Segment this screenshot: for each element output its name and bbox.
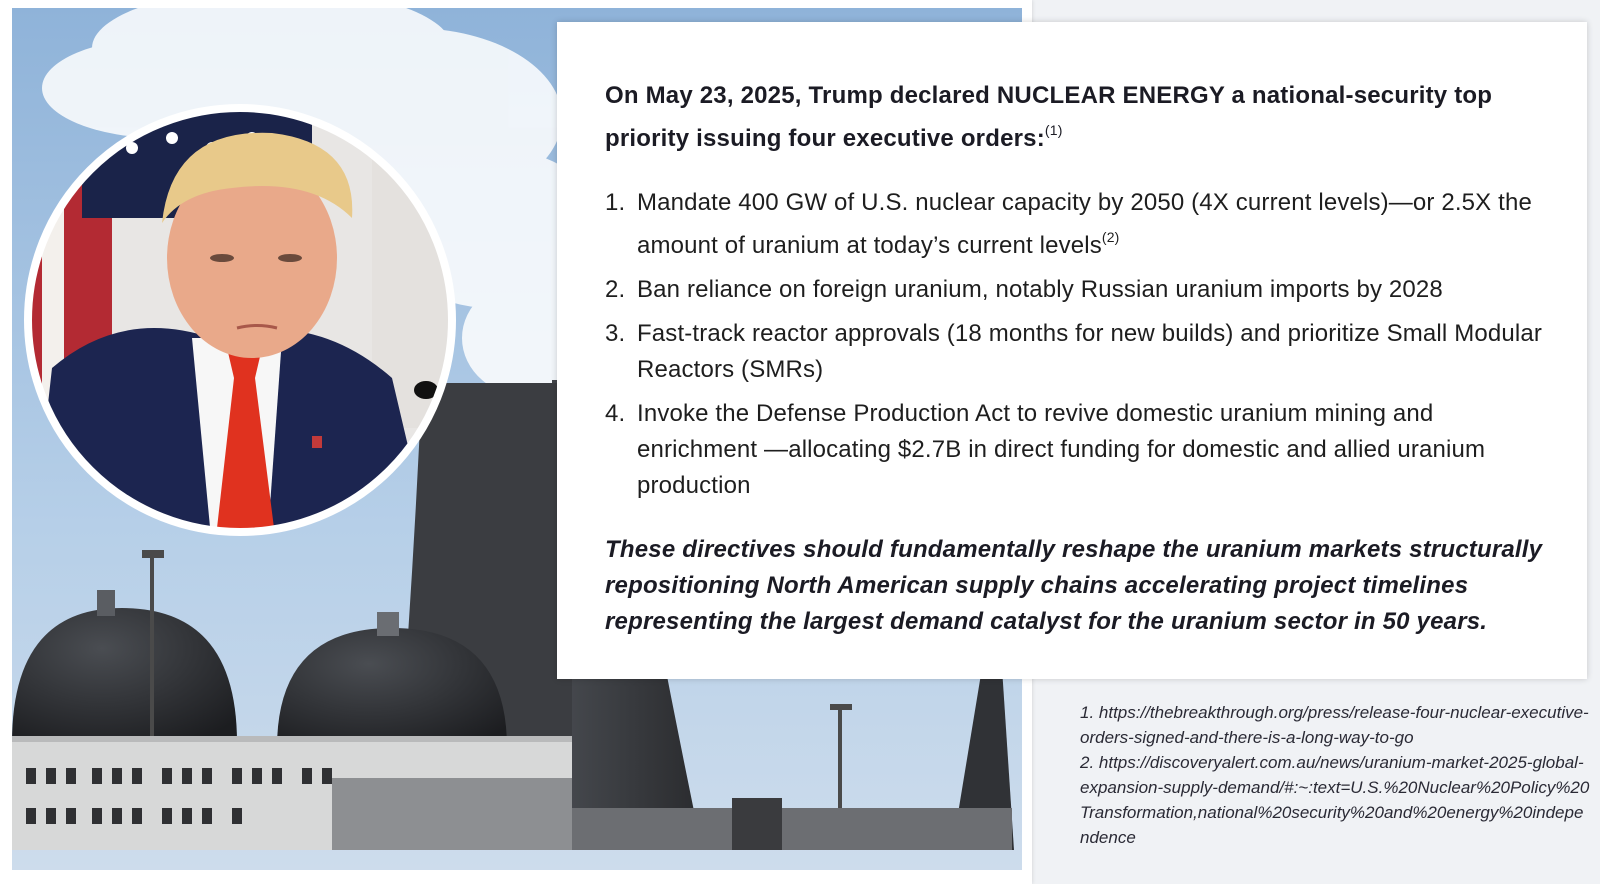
- list-item: 1. Mandate 400 GW of U.S. nuclear capacity by 2050 (4X current levels)—or 2.5X the amount of uranium at today’s current levels$^{(2)}$: [605, 189, 1532, 259]
- orders-list: [605, 185, 1547, 504]
- footnote-2: 2. https://discoveryalert.com.au/news/uranium-market-2025-global-expansion-supply-demand/#:~:text=U.S.%20Nuclear%20Policy%20Transformation,national%20security%20and%20energy%20independence: [1080, 753, 1590, 847]
- footnotes: [1080, 700, 1590, 850]
- list-item: 2. Ban reliance on foreign uranium, notably Russian uranium imports by 2028: [605, 276, 1443, 303]
- executive-orders-card: [557, 22, 1587, 679]
- headline: On May 23, 2025, Trump declared NUCLEAR ENERGY a national-security top priority issuing four executive orders:$^{(1)}$: [605, 82, 1493, 152]
- list-item: 3. Fast-track reactor approvals (18 months for new builds) and prioritize Small Modular Reactors (SMRs): [605, 320, 1542, 383]
- conclusion-text: These directives should fundamentally reshape the uranium markets structurally repositioning North American supply chains accelerating project timelines representing the largest demand catalyst for the uranium sector in 50 years.: [605, 536, 1543, 635]
- footnote-ref-1: (1): [1044, 122, 1063, 138]
- list-item: 4. Invoke the Defense Production Act to revive domestic uranium mining and enrichment —allocating $2.7B in direct funding for domestic and allied uranium production: [605, 400, 1486, 499]
- footnote-ref-2: (2): [1101, 229, 1120, 245]
- footnote-1: 1. https://thebreakthrough.org/press/release-four-nuclear-executive-orders-signed-and-there-is-a-long-way-to-go: [1080, 703, 1589, 747]
